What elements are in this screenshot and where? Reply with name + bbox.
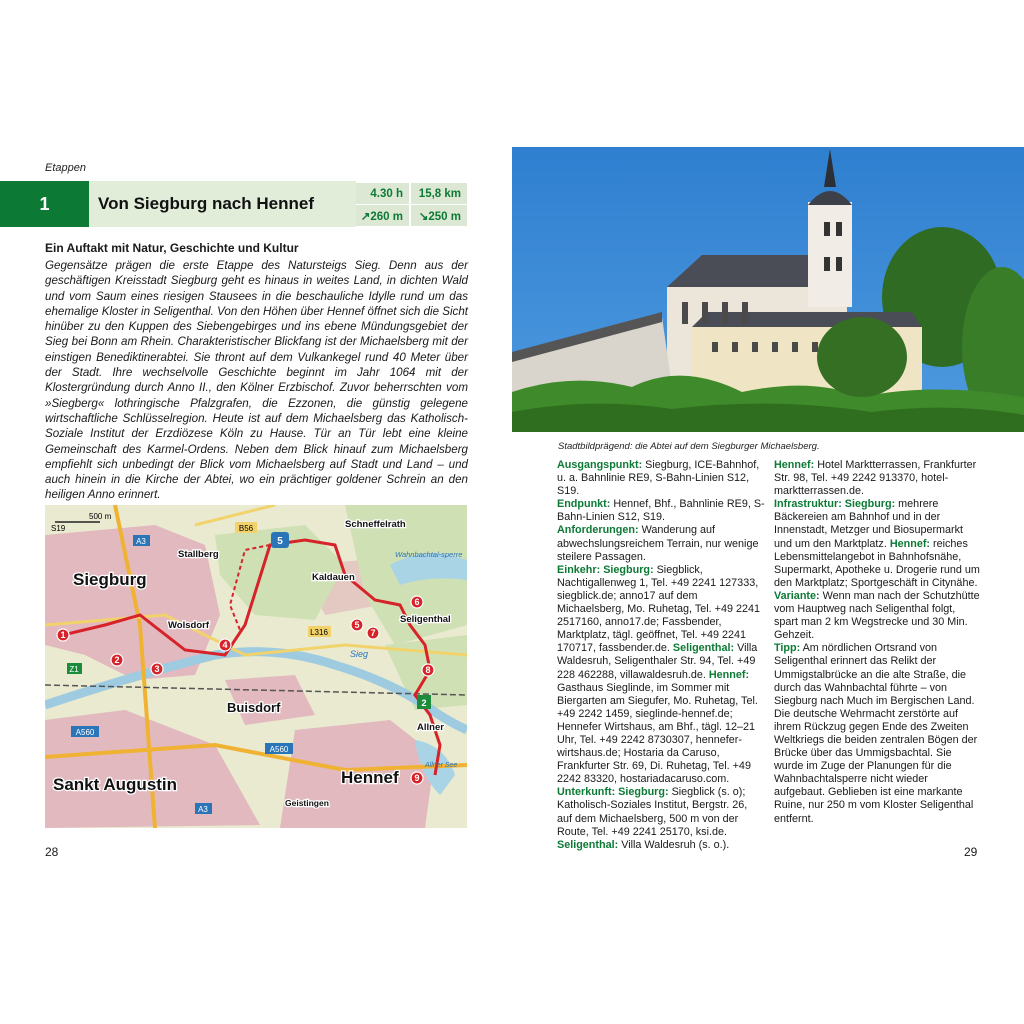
info-hennef-hotel: Hennef: Hotel Marktterrassen, Frankfurter Str. 98, Tel. +49 2242 913370, hotel-marktterrassen.de. xyxy=(774,459,977,498)
waypoint-4: 4 xyxy=(222,640,228,650)
label-seligenthal: Seligenthal xyxy=(400,614,451,625)
stage-header xyxy=(0,181,467,227)
waypoint-5: 5 xyxy=(354,620,360,630)
end-badge: 2 xyxy=(421,698,427,708)
waypoint-6: 6 xyxy=(414,597,420,607)
waypoint-2: 2 xyxy=(114,655,120,665)
stat-ascent: ↗260 m xyxy=(356,205,409,226)
road-a3-top: A3 xyxy=(136,537,146,546)
info-tip: Tipp: Am nördlichen Ortsrand von Seligenthal erinnert das Relikt der Ummigstalbrücke an die alte Straße, die durch das Wahnbachtal führte – von Siegburg nach Much im Bergischen Land. Die deutsche Wehrmacht zerstörte auf ihrem Rückzug gegen Ende des Zweiten Weltkriegs die beiden zentralen Bögen der Brücke über das Ummigsbachtal. Sie wurde im Zuge der Planungen für die Wahnbachtalsperre nicht wieder aufgebaut. Geblieben ist eine markante Ruine, nur 250 m vom Kloster Seligenthal entfernt. xyxy=(774,642,978,825)
label-stallberg: Stallberg xyxy=(178,549,219,560)
road-a3-bottom: A3 xyxy=(198,805,208,814)
stage-number: 1 xyxy=(0,181,89,227)
waypoint-7: 7 xyxy=(370,628,376,638)
label-sankt-augustin: Sankt Augustin xyxy=(53,775,178,794)
info-accommodation: Unterkunft: Siegburg: Siegblick (s. o); Katholisch-Soziales Institut, Bergstr. 26, auf dem Michaelsberg, 500 m von der Route, Tel. +49 2241 25170, ksi.de. Seligenthal: Villa Waldesruh (s. o.). xyxy=(557,786,748,851)
label-geistingen: Geistingen xyxy=(285,798,329,808)
info-food: Einkehr: Siegburg: Siegblick, Nachtigallenweg 1, Tel. +49 2241 127333, siegblick.de; anno17 auf dem Michaelsberg, Mo. Ruhetag, Tel. +49 2241 2517160, anno17.de; Fassbender, Marktplatz, tägl. geöffnet, Tel. +49 2241 170717, fassbender.de. Seligenthal: Villa Waldesruh, Seligenthaler Str. 94, Tel. +49 228 462288, villawaldesruh.de. Hennef: Gasthaus Sieglinde, im Sommer mit Biergarten am Siegufer, Mo. Ruhetag, Tel. +49 2242 1459, sieglinde-hennef.de; Hennefer Wirtshaus, am Bhf., tägl. 12–21 Uhr, Tel. +49 2242 8730307, henneferwirtshaus.de; Hostaria da Caruso, Frankfurter Str. 69, Di. Ruhetag, Tel. +49 2242 83320, hostariadacaruso.com. xyxy=(557,563,760,786)
road-z1: Z1 xyxy=(69,665,79,674)
waypoint-8: 8 xyxy=(425,665,431,675)
waypoint-3: 3 xyxy=(154,664,160,674)
label-wolsdorf: Wolsdorf xyxy=(168,620,209,631)
route-map xyxy=(45,505,467,828)
info-column-2 xyxy=(774,459,980,826)
page-number-left: 28 xyxy=(45,845,59,859)
info-column-1 xyxy=(557,459,765,852)
info-infrastructure: Infrastruktur: Siegburg: mehrere Bäckereien am Bahnhof und in der Innenstadt, Metzger und Biosupermarkt und um den Marktplatz. Hennef: reiches Lebensmittelangebot in Bahnhofsnähe, Supermarkt, Apotheke u. Drogerie rund um den Marktplatz; Sportgeschäft in Citynähe. xyxy=(774,498,980,589)
map-scale: 500 m xyxy=(89,512,112,521)
label-allner-see: Allner See xyxy=(425,762,458,769)
label-wahnbachtalsperre: Wahnbachtal-sperre xyxy=(395,550,463,559)
waypoint-9: 9 xyxy=(414,773,420,783)
section-label: Etappen xyxy=(45,162,86,174)
page-number-right: 29 xyxy=(964,845,978,859)
label-sieg: Sieg xyxy=(350,649,369,659)
road-l316: L316 xyxy=(310,628,328,637)
label-schneffelrath: Schneffelrath xyxy=(345,519,406,530)
stat-distance: 15,8 km xyxy=(411,183,467,204)
label-kaldauen: Kaldauen xyxy=(312,572,355,583)
start-badge: 5 xyxy=(277,536,283,547)
label-allner: Allner xyxy=(417,722,444,733)
road-s19: S19 xyxy=(51,524,66,533)
road-a560-bottom: A560 xyxy=(269,745,289,754)
label-siegburg: Siegburg xyxy=(73,570,147,589)
road-b56: B56 xyxy=(238,524,254,533)
label-buisdorf: Buisdorf xyxy=(227,700,281,715)
intro-heading: Ein Auftakt mit Natur, Geschichte und Kultur xyxy=(45,241,299,255)
road-a560-left: A560 xyxy=(75,728,95,737)
stat-duration: 4.30 h xyxy=(356,183,409,204)
stage-title: Von Siegburg nach Hennef xyxy=(89,181,356,227)
abbey-photo xyxy=(512,147,1024,432)
label-hennef: Hennef xyxy=(341,768,399,787)
info-start: Ausgangspunkt: Siegburg, ICE-Bahnhof, u. a. Bahnlinie RE9, S-Bahn-Linien S12, S19. xyxy=(557,459,760,498)
stat-descent: ↘250 m xyxy=(411,205,467,226)
info-end: Endpunkt: Hennef, Bhf., Bahnlinie RE9, S-Bahn-Linien S12, S19. xyxy=(557,498,765,524)
photo-caption: Stadtbildprägend: die Abtei auf dem Siegburger Michaelsberg. xyxy=(558,441,820,452)
info-requirements: Anforderungen: Wanderung auf abwechslungsreichem Terrain, nur wenige steilere Passagen. xyxy=(557,524,759,563)
intro-text: Gegensätze prägen die erste Etappe des Natursteigs Sieg. Denn aus der geschäftigen Kreisstadt Siegburg geht es hinaus in weites Land, in dichten Wald und vom Saum eines riesigen Stausees in die beschauliche Idylle rund um das ehemalige Kloster in Seligenthal. Von den Höhen über Hennef öffnet sich die Sicht hinüber zu den Kuppen des Siebengebirges und ins ebene Mündungsgebiet der Sieg bei Bonn am Rhein. Charakteristischer Blickfang ist der Michaelsberg mit der einstigen Benediktinerabtei. Sie thront auf dem Vulkankegel rund 40 Meter über der Stadt. Ihre wechselvolle Geschichte beginnt im Jahr 1064 mit der Klostergründung durch Anno II., den Kölner Erzbischof. Zuvor beherrschten vom »Siegberg« lothringische Pfalzgrafen, die Ezzonen, die günstig gelegene wirtschaftliche Schlüsselregion. Heute ist auf dem Michaelsberg das Katholisch-Soziale Institut der Erzdiözese Köln zu Hause. Tür an Tür lebt eine kleine Gemeinschaft des Karmel-Ordens. Neben dem Blick hinauf zum Michaelsberg empfiehlt sich unbedingt der Blick vom Michaelsberg auf Stadt und Land – und auch hinein in die Kirche der Abtei, wo ein prächtiger goldener Schrein an den heiligen Anno erinnert. xyxy=(45,259,469,502)
waypoint-1: 1 xyxy=(60,630,66,640)
info-variant: Variante: Wenn man nach der Schutzhütte vom Hauptweg nach Seligenthal folgt, spart man 2 km Wegstrecke und 30 Min. Gehzeit. xyxy=(774,589,980,642)
